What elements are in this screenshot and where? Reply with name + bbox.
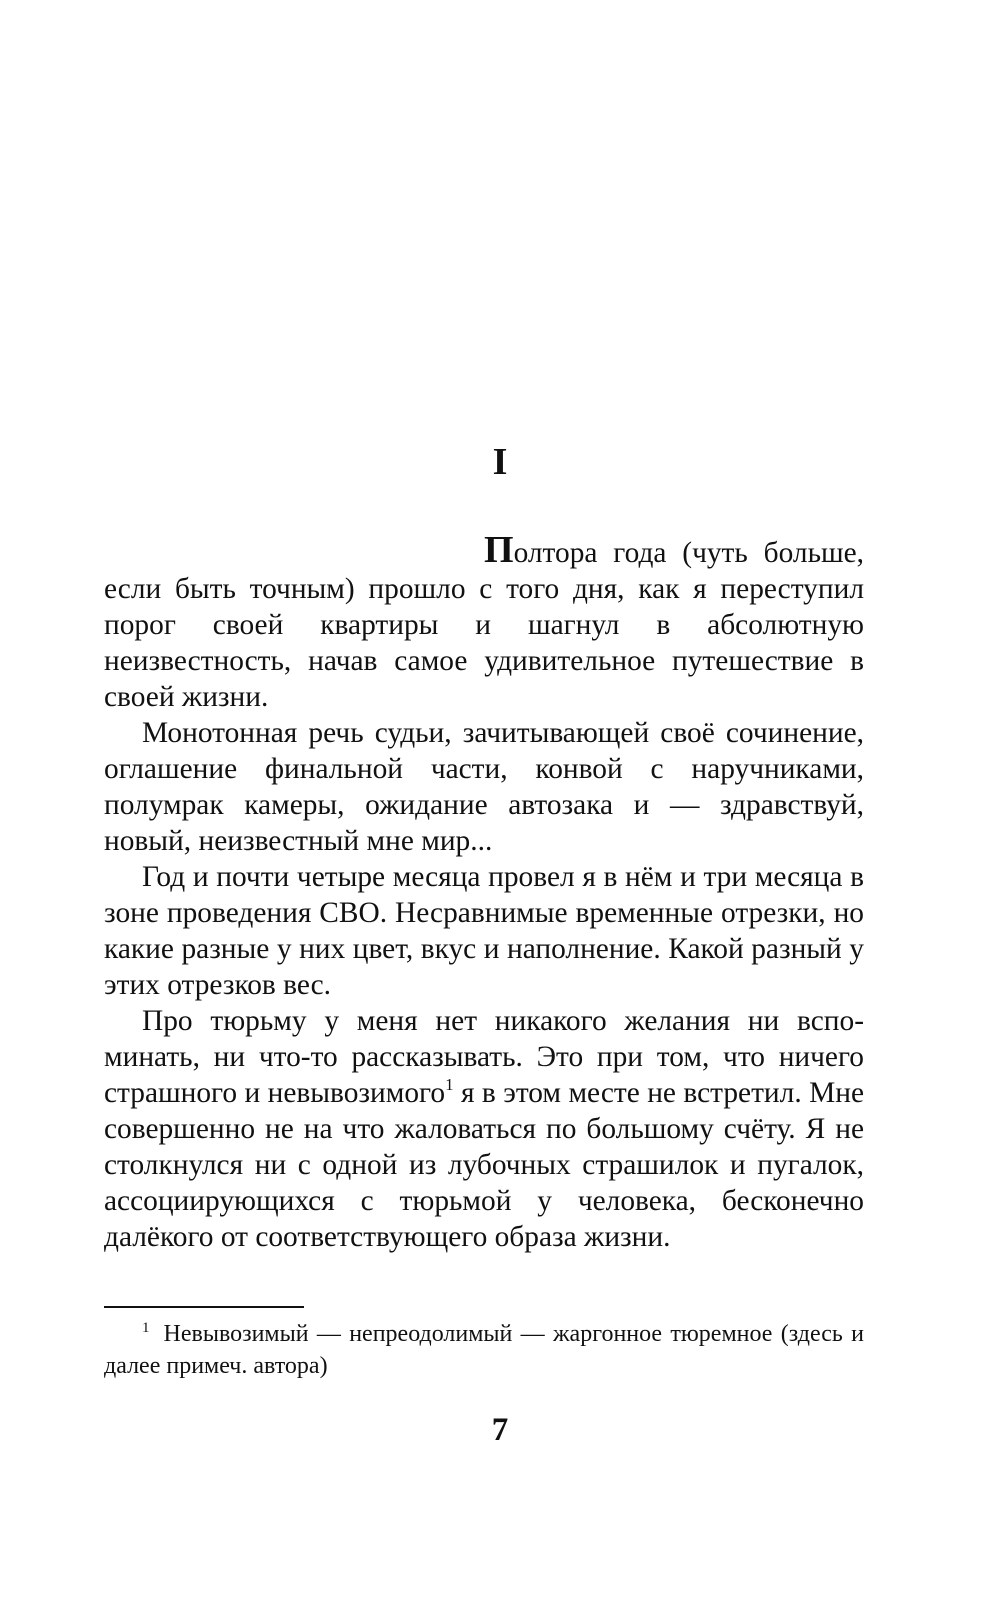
footnote <box>104 1318 864 1382</box>
paragraph-1-text: олтора года (чуть больше, если быть точным) прошло с того дня, как я переступил порог своей квартиры и шагнул в абсолютную неизвестность, начав самое удивительное путешествие в своей жизни. <box>104 537 864 713</box>
body-text <box>104 529 865 1255</box>
paragraph-4 <box>104 1003 864 1255</box>
page-number: 7 <box>491 1412 509 1448</box>
chapter-title: I <box>492 441 508 483</box>
footnote-separator <box>104 1306 304 1308</box>
footnote-reference: 1 <box>445 1075 454 1094</box>
paragraph-3: Год и почти четыре месяца провел я в нём и три месяца в зоне проведения СВО. Несравнимые временные отрезки, но какие разные у них цвет, вкус и наполнение. Какой разный у этих отрезков вес. <box>104 861 864 1001</box>
paragraph-4-text-before: Про тюрьму у меня нет никакого желания ни вспоминать, ни что-то рассказывать. Это при том, что ничего страшного и невывозимого <box>104 1005 864 1109</box>
footnote-text: Невывозимый — непреодолимый — жаргонное тюремное (здесь и далее примеч. автора) <box>104 1321 864 1379</box>
footnote-mark: 1 <box>142 1320 150 1336</box>
paragraph-2: Монотонная речь судьи, зачитывающей своё сочинение, оглашение финальной части, конвой с наручниками, полумрак камеры, ожидание автозака и — здравствуй, новый, неизвестный мне мир... <box>104 717 864 857</box>
paragraph-1 <box>104 529 864 715</box>
paragraph-4-text-after: я в этом месте не встретил. Мне совершенно не на что жаловаться по большому счёту. Я не столкнулся ни с одной из лубочных страшилок и пугалок, ассоциирующихся с тюрьмой у человека, бесконечно далёкого от соответствующего образа жизни. <box>104 1077 865 1253</box>
drop-cap-letter: П <box>484 529 514 571</box>
